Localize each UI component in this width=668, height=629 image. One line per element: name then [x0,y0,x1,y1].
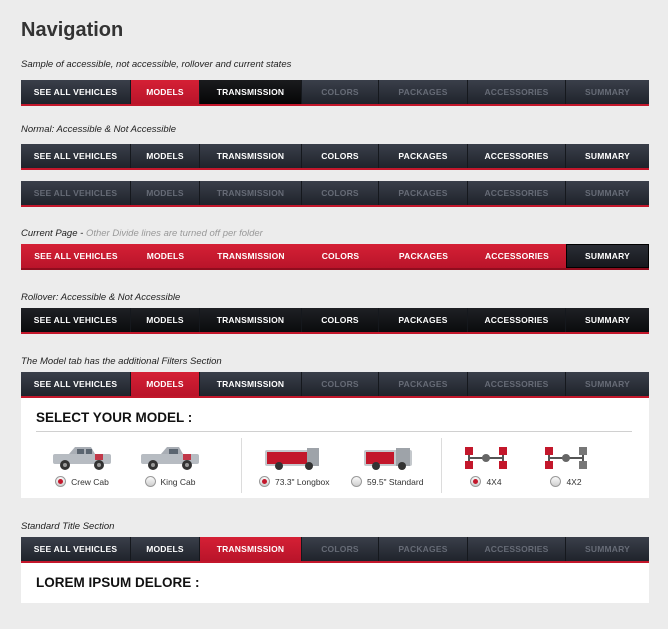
option-king-cab[interactable] [139,444,201,487]
nav-accessories: ACCESSORIES [468,80,566,104]
nav-transmission[interactable]: TRANSMISSION [200,308,302,332]
caption-current-note: Other Divide lines are turned off per folder [85,228,263,239]
4x2-radio[interactable] [550,476,561,487]
king-cab-label: King Cab [160,476,196,487]
nav-transmission[interactable]: TRANSMISSION [200,537,302,561]
caption-rollover: Rollover: Accessible & Not Accessible [21,292,181,303]
longbox-bed-icon [263,444,325,472]
nav-summary[interactable]: SUMMARY [585,151,630,161]
nav-accessories: ACCESSORIES [468,537,566,561]
standard-title: LOREM IPSUM DELORE : [36,575,200,590]
nav-transmission: TRANSMISSION [200,181,302,205]
nav-bar-rollover [21,308,649,334]
nav-bar-current [21,244,649,270]
nav-summary[interactable]: SUMMARY [585,315,630,325]
nav-transmission[interactable]: TRANSMISSION [217,251,285,261]
standard-bed-label: 59.5" Standard [367,476,424,487]
nav-packages: PACKAGES [379,372,468,396]
nav-packages: PACKAGES [379,181,468,205]
nav-summary: SUMMARY [585,87,630,97]
nav-summary: SUMMARY [585,379,630,389]
nav-summary: SUMMARY [585,188,630,198]
nav-bar-normal-not-accessible [21,181,649,207]
nav-summary: SUMMARY [585,544,630,554]
nav-colors: COLORS [302,80,379,104]
caption-normal: Normal: Accessible & Not Accessible [21,124,177,135]
nav-colors: COLORS [302,537,379,561]
nav-models[interactable]: MODELS [146,251,185,261]
select-model-title: SELECT YOUR MODEL : [36,410,193,425]
caption-model-tab: The Model tab has the additional Filters Section [21,356,222,367]
nav-see-all-vehicles[interactable]: SEE ALL VEHICLES [21,80,131,104]
caption-sample: Sample of accessible, not accessible, rollover and current states [21,59,292,70]
nav-bar-standard [21,537,649,563]
nav-models: MODELS [131,181,200,205]
nav-colors: COLORS [302,181,379,205]
nav-see-all-vehicles: SEE ALL VEHICLES [21,181,131,205]
divider [241,438,242,493]
nav-transmission[interactable]: TRANSMISSION [200,372,302,396]
nav-see-all-vehicles[interactable]: SEE ALL VEHICLES [34,251,118,261]
nav-accessories: ACCESSORIES [468,181,566,205]
nav-see-all-vehicles[interactable]: SEE ALL VEHICLES [21,308,131,332]
option-standard-bed[interactable] [351,444,423,487]
nav-packages: PACKAGES [379,537,468,561]
4x4-radio[interactable] [470,476,481,487]
option-4x4[interactable] [461,444,511,487]
nav-packages[interactable]: PACKAGES [398,251,449,261]
4x4-drivetrain-icon [461,444,511,472]
nav-models[interactable]: MODELS [131,308,200,332]
divider [36,431,632,432]
nav-bar-normal-accessible [21,144,649,170]
nav-models[interactable]: MODELS [131,537,200,561]
longbox-label: 73.3" Longbox [275,476,330,487]
nav-bar-sample [21,80,649,106]
4x2-drivetrain-icon [541,444,591,472]
crew-cab-label: Crew Cab [71,476,109,487]
nav-see-all-vehicles[interactable]: SEE ALL VEHICLES [21,537,131,561]
crew-cab-radio[interactable] [55,476,66,487]
4x2-label: 4X2 [566,476,582,487]
nav-accessories[interactable]: ACCESSORIES [468,308,566,332]
option-4x2[interactable] [541,444,591,487]
nav-bar-model-tab [21,372,649,398]
nav-models[interactable]: MODELS [131,372,200,396]
divider [441,438,442,493]
nav-colors[interactable]: COLORS [302,144,379,168]
model-filter-panel [21,398,649,498]
nav-summary[interactable]: SUMMARY [566,244,649,268]
option-crew-cab[interactable] [51,444,113,487]
nav-models[interactable]: MODELS [131,144,200,168]
option-longbox[interactable] [259,444,330,487]
nav-colors[interactable]: COLORS [321,251,360,261]
nav-accessories[interactable]: ACCESSORIES [484,251,550,261]
caption-current [21,228,263,239]
nav-packages[interactable]: PACKAGES [379,144,468,168]
nav-transmission[interactable]: TRANSMISSION [200,80,302,104]
standard-bed-icon [356,444,418,472]
caption-standard: Standard Title Section [21,521,115,532]
caption-current-main: Current Page - [21,228,86,239]
nav-accessories: ACCESSORIES [468,372,566,396]
nav-see-all-vehicles[interactable]: SEE ALL VEHICLES [21,144,131,168]
nav-packages: PACKAGES [379,80,468,104]
page-title: Navigation [21,19,124,41]
longbox-radio[interactable] [259,476,270,487]
king-cab-radio[interactable] [145,476,156,487]
nav-packages[interactable]: PACKAGES [379,308,468,332]
crew-cab-truck-icon [51,444,113,472]
nav-colors[interactable]: COLORS [302,308,379,332]
nav-see-all-vehicles[interactable]: SEE ALL VEHICLES [21,372,131,396]
4x4-label: 4X4 [486,476,502,487]
standard-title-panel [21,563,649,603]
king-cab-truck-icon [139,444,201,472]
nav-accessories[interactable]: ACCESSORIES [468,144,566,168]
standard-bed-radio[interactable] [351,476,362,487]
nav-transmission[interactable]: TRANSMISSION [200,144,302,168]
nav-colors: COLORS [302,372,379,396]
nav-models[interactable]: MODELS [131,80,200,104]
